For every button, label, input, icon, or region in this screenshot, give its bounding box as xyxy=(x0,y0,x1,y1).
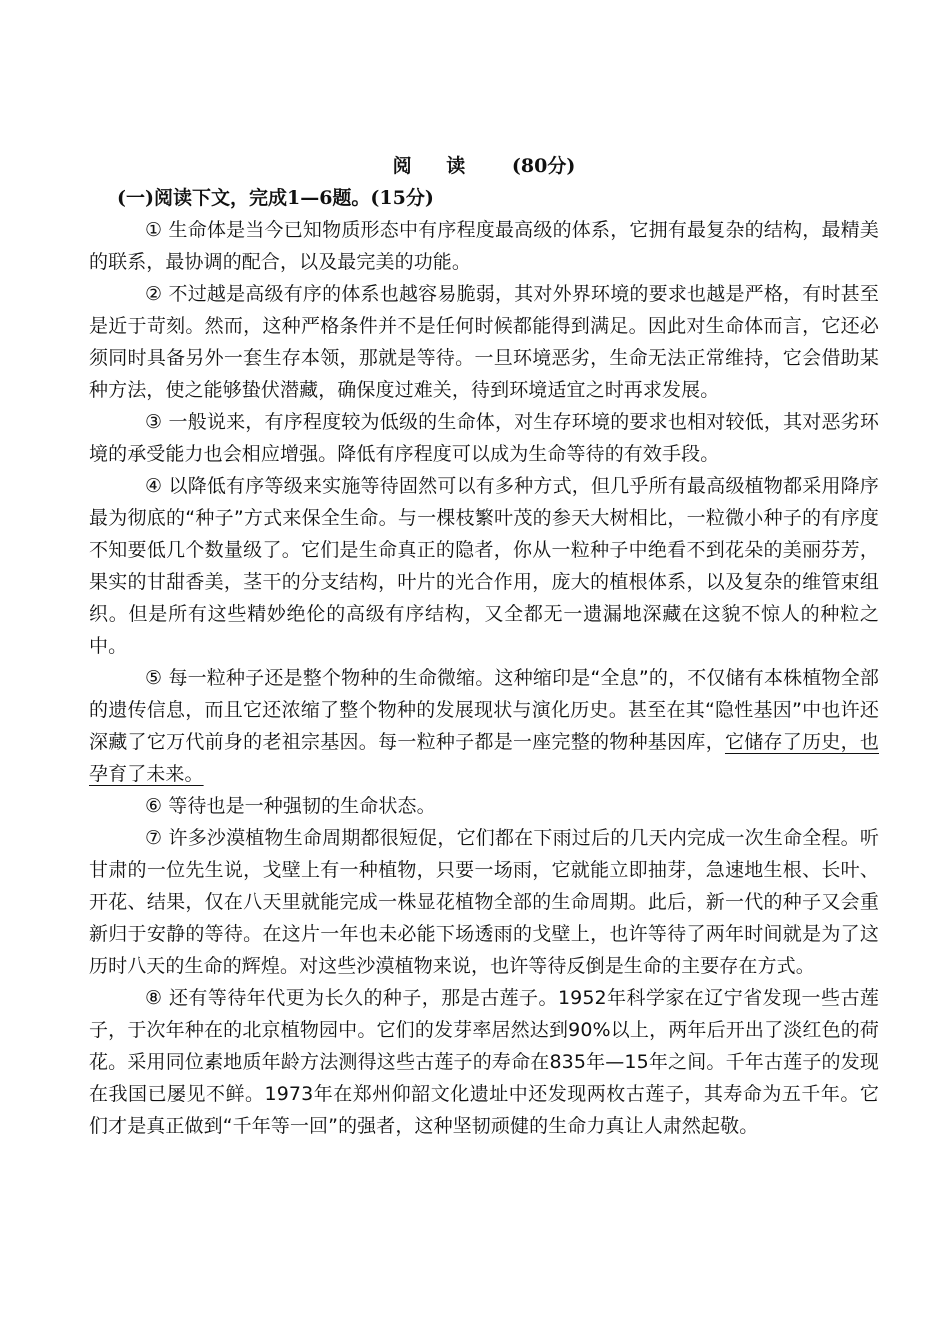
paragraph-7 xyxy=(89,822,879,982)
paragraph-2-text: ② 不过越是高级有序的体系也越容易脆弱，其对外界环境的要求也越是严格，有时甚至是近于苛刻。然而，这种严格条件并不是任何时候都能得到满足。因此对生命体而言，它还必须同时具备另外一套生存本领，那就是等待。一旦环境恶劣，生命无法正常维持，它会借助某种方法，使之能够蛰伏潜藏，确保度过难关，待到环境适宜之时再求发展。 xyxy=(89,283,879,401)
paragraph-3-text: ③ 一般说来，有序程度较为低级的生命体，对生存环境的要求也相对较低，其对恶劣环境的承受能力也会相应增强。降低有序程度可以成为生命等待的有效手段。 xyxy=(89,411,879,465)
section-heading: (一)阅读下文，完成1—6题。(15分) xyxy=(117,187,434,209)
document-page xyxy=(89,150,879,1142)
paragraph-5 xyxy=(89,662,879,790)
heading-char-2: 读 xyxy=(446,155,466,177)
paragraph-4-text: ④ 以降低有序等级来实施等待固然可以有多种方式，但几乎所有最高级植物都采用降序最为彻底的“种子”方式来保全生命。与一棵枝繁叶茂的参天大树相比，一粒微小种子的有序度不知要低几个数量级了。它们是生命真正的隐者，你从一粒种子中绝看不到花朵的美丽芬芳，果实的甘甜香美，茎干的分支结构，叶片的光合作用，庞大的植根体系，以及复杂的维管束组织。但是所有这些精妙绝伦的高级有序结构，又全都无一遗漏地深藏在这貌不惊人的种粒之中。 xyxy=(89,475,879,657)
heading-char-1: 阅 xyxy=(392,155,412,177)
paragraph-4 xyxy=(89,470,879,662)
paragraph-5-text: ⑤ 每一粒种子还是整个物种的生命微缩。这种缩印是“全息”的，不仅储有本株植物全部的遗传信息，而且它还浓缩了整个物种的发展现状与演化历史。甚至在其“隐性基因”中也许还深藏了它万代前身的老祖宗基因。每一粒种子都是一座完整的物种基因库， xyxy=(89,667,879,753)
reading-heading xyxy=(89,150,879,182)
paragraph-8-text: ⑧ 还有等待年代更为长久的种子，那是古莲子。1952年科学家在辽宁省发现一些古莲子，于次年种在的北京植物园中。它们的发芽率居然达到90%以上，两年后开出了淡红色的荷花。采用同位素地质年龄方法测得这些古莲子的寿命在835年—15年之间。千年古莲子的发现在我国已屡见不鲜。1973年在郑州仰韶文化遗址中还发现两枚古莲子，其寿命为五千年。它们才是真正做到“千年等一回”的强者，这种坚韧顽健的生命力真让人肃然起敬。 xyxy=(89,987,879,1137)
paragraph-6 xyxy=(89,790,879,822)
paragraph-8 xyxy=(89,982,879,1142)
paragraph-1-text: ① 生命体是当今已知物质形态中有序程度最高级的体系，它拥有最复杂的结构，最精美的联系，最协调的配合，以及最完美的功能。 xyxy=(89,219,879,273)
heading-score: (80分) xyxy=(511,155,576,177)
paragraph-1 xyxy=(89,214,879,278)
paragraph-2 xyxy=(89,278,879,406)
paragraph-3 xyxy=(89,406,879,470)
underlined-sentence: 它储存了历史，也孕育了未来。 xyxy=(89,731,879,785)
paragraph-6-text: ⑥ 等待也是一种强韧的生命状态。 xyxy=(145,795,436,817)
paragraph-7-text: ⑦ 许多沙漠植物生命周期都很短促，它们都在下雨过后的几天内完成一次生命全程。听甘肃的一位先生说，戈壁上有一种植物，只要一场雨，它就能立即抽芽，急速地生根、长叶、开花、结果，仅在八天里就能完成一株显花植物全部的生命周期。此后，新一代的种子又会重新归于安静的等待。在这片一年也未必能下场透雨的戈壁上，也许等待了两年时间就是为了这历时八天的生命的辉煌。对这些沙漠植物来说，也许等待反倒是生命的主要存在方式。 xyxy=(89,827,879,977)
